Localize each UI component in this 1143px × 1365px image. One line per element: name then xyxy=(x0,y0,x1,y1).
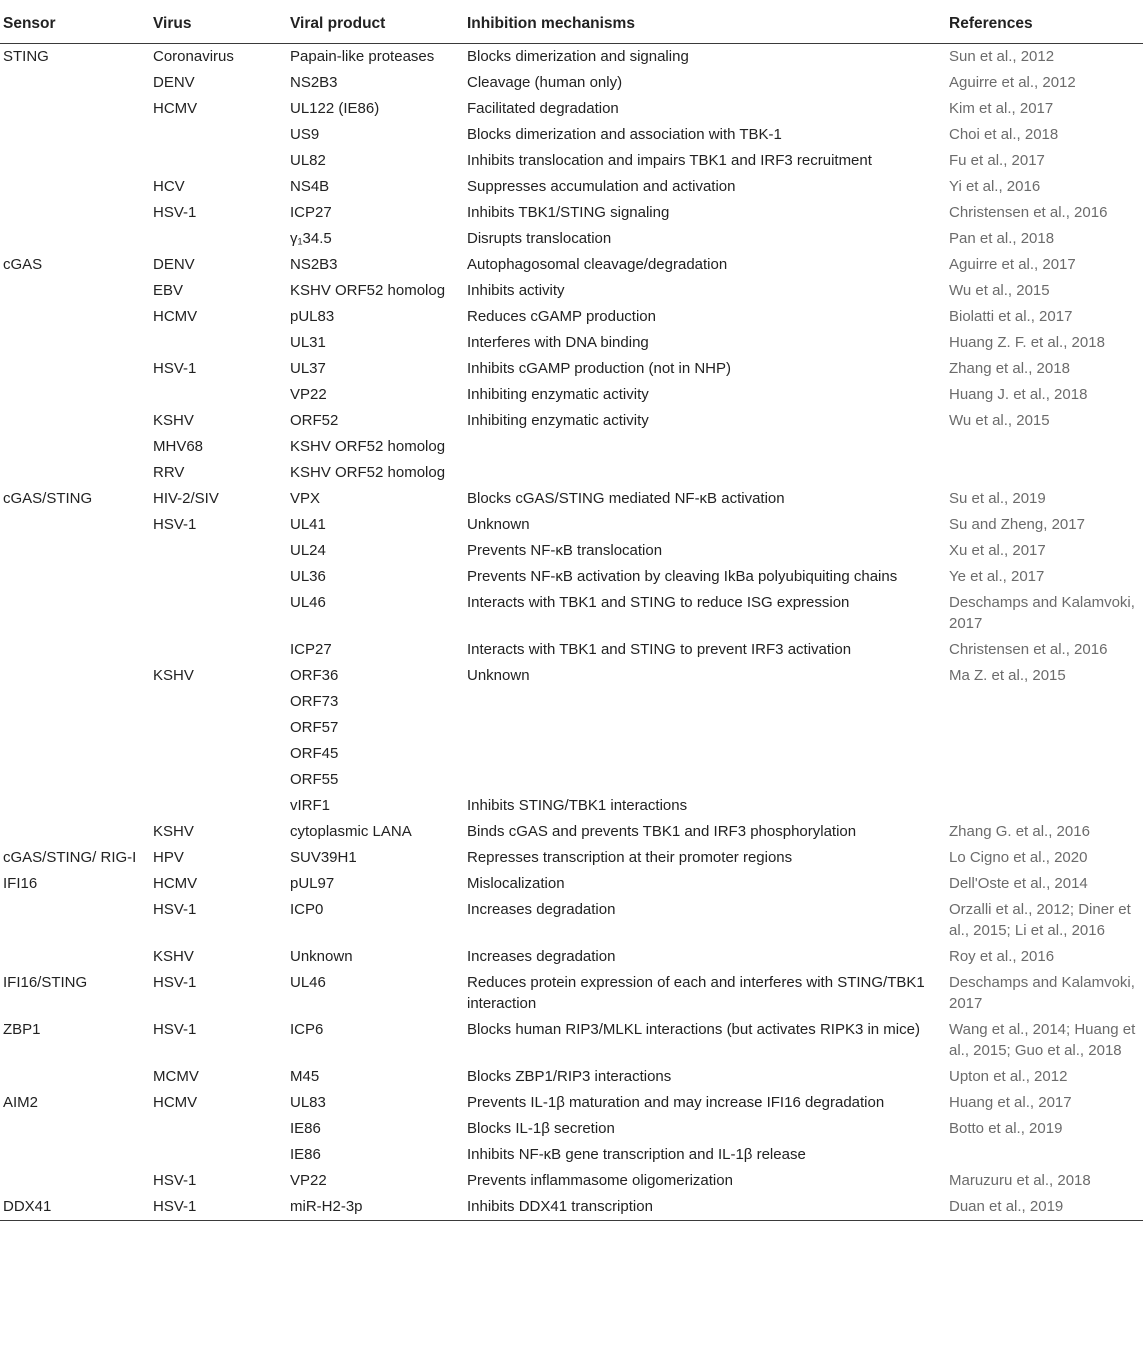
cell-reference: Ye et al., 2017 xyxy=(949,568,1045,585)
cell-reference: Huang J. et al., 2018 xyxy=(949,386,1088,403)
table-row xyxy=(0,845,1143,871)
cell-mechanism xyxy=(464,769,946,790)
cell-viral-product: UL122 (IE86) xyxy=(290,100,380,117)
cell-viral-product: NS4B xyxy=(290,178,330,195)
cell-viral-product: UL83 xyxy=(290,1094,326,1111)
cell-sensor: cGAS xyxy=(3,256,43,273)
table-row xyxy=(0,871,1143,897)
cell-sensor xyxy=(0,540,150,561)
cell-reference: Su and Zheng, 2017 xyxy=(949,516,1085,533)
cell-sensor xyxy=(0,717,150,738)
cell-virus: KSHV xyxy=(153,667,194,684)
cell-sensor: IFI16 xyxy=(3,875,38,892)
table-row xyxy=(0,96,1143,122)
cell-viral-product: ICP27 xyxy=(290,641,332,658)
table-row xyxy=(0,434,1143,460)
cell-viral-product: UL82 xyxy=(290,152,326,169)
cell-sensor xyxy=(0,358,150,379)
cell-mechanism: Reduces protein expression of each and interferes with STING/TBK1 interaction xyxy=(467,974,925,1012)
table-row xyxy=(0,44,1143,70)
table-row xyxy=(0,330,1143,356)
cell-viral-product: UL24 xyxy=(290,542,326,559)
cell-viral-product: ORF57 xyxy=(290,719,339,736)
cell-sensor xyxy=(0,1066,150,1087)
cell-viral-product: UL46 xyxy=(290,594,326,611)
cell-virus: HSV-1 xyxy=(153,974,197,991)
cell-sensor: DDX41 xyxy=(3,1198,52,1215)
cell-mechanism: Inhibits TBK1/STING signaling xyxy=(467,204,670,221)
cell-reference: Deschamps and Kalamvoki, 2017 xyxy=(949,594,1135,632)
cell-reference: Biolatti et al., 2017 xyxy=(949,308,1073,325)
cell-virus: MHV68 xyxy=(153,438,204,455)
cell-viral-product: ORF55 xyxy=(290,771,339,788)
cell-mechanism xyxy=(464,743,946,764)
cell-mechanism: Inhibits translocation and impairs TBK1 and IRF3 recruitment xyxy=(467,152,872,169)
cell-viral-product: ICP27 xyxy=(290,204,332,221)
cell-viral-product: ICP6 xyxy=(290,1021,324,1038)
cell-sensor: AIM2 xyxy=(3,1094,39,1111)
cell-mechanism: Inhibits STING/TBK1 interactions xyxy=(467,797,688,814)
cell-reference: Aguirre et al., 2017 xyxy=(949,256,1076,273)
cell-viral-product: M45 xyxy=(290,1068,320,1085)
cell-sensor xyxy=(0,899,150,941)
cell-sensor xyxy=(0,332,150,353)
cell-virus xyxy=(150,717,287,738)
cell-mechanism: Blocks human RIP3/MLKL interactions (but activates RIPK3 in mice) xyxy=(467,1021,920,1038)
cell-sensor xyxy=(0,743,150,764)
table-row xyxy=(0,486,1143,512)
cell-sensor xyxy=(0,592,150,634)
cell-sensor xyxy=(0,410,150,431)
cell-viral-product: ORF73 xyxy=(290,693,339,710)
cell-sensor xyxy=(0,1144,150,1165)
cell-mechanism xyxy=(464,462,946,483)
cell-virus: HCMV xyxy=(153,308,198,325)
table-row xyxy=(0,148,1143,174)
table-row xyxy=(0,1090,1143,1116)
table-row xyxy=(0,1194,1143,1220)
cell-viral-product: US9 xyxy=(290,126,320,143)
cell-sensor xyxy=(0,946,150,967)
cell-viral-product: Papain-like proteases xyxy=(290,48,435,65)
cell-reference: Duan et al., 2019 xyxy=(949,1198,1064,1215)
cell-reference: Aguirre et al., 2012 xyxy=(949,74,1076,91)
cell-viral-product: NS2B3 xyxy=(290,74,338,91)
cell-virus: Coronavirus xyxy=(153,48,234,65)
cell-mechanism: Unknown xyxy=(467,667,530,684)
cell-virus: HPV xyxy=(153,849,184,866)
cell-mechanism: Prevents NF-κB translocation xyxy=(467,542,663,559)
cell-virus: HCMV xyxy=(153,100,198,117)
cell-mechanism: Interferes with DNA binding xyxy=(467,334,649,351)
cell-mechanism: Blocks IL-1β secretion xyxy=(467,1120,615,1137)
cell-mechanism: Blocks dimerization and association with TBK-1 xyxy=(467,126,782,143)
cell-virus: EBV xyxy=(153,282,184,299)
cell-viral-product: pUL97 xyxy=(290,875,335,892)
cell-virus xyxy=(150,691,287,712)
cell-viral-product: ORF36 xyxy=(290,667,339,684)
table-row xyxy=(0,1168,1143,1194)
cell-mechanism: Inhibits cGAMP production (not in NHP) xyxy=(467,360,732,377)
cell-mechanism: Prevents inflammasome oligomerization xyxy=(467,1172,733,1189)
cell-virus xyxy=(150,1118,287,1139)
cell-mechanism: Reduces cGAMP production xyxy=(467,308,656,325)
cell-reference: Zhang et al., 2018 xyxy=(949,360,1070,377)
cell-viral-product: SUV39H1 xyxy=(290,849,357,866)
table-row xyxy=(0,1017,1143,1064)
cell-reference: Fu et al., 2017 xyxy=(949,152,1045,169)
cell-reference: Su et al., 2019 xyxy=(949,490,1046,507)
cell-reference: Dell'Oste et al., 2014 xyxy=(949,875,1088,892)
cell-reference: Lo Cigno et al., 2020 xyxy=(949,849,1088,866)
cell-reference: Yi et al., 2016 xyxy=(949,178,1041,195)
cell-virus xyxy=(150,639,287,660)
table-row xyxy=(0,1142,1143,1168)
cell-mechanism: Disrupts translocation xyxy=(467,230,612,247)
cell-virus: HSV-1 xyxy=(153,516,197,533)
cell-viral-product: pUL83 xyxy=(290,308,335,325)
table-row xyxy=(0,70,1143,96)
table-header xyxy=(0,0,1143,43)
cell-sensor xyxy=(0,436,150,457)
cell-sensor xyxy=(0,821,150,842)
header-sensor: Sensor xyxy=(3,15,56,32)
cell-mechanism: Binds cGAS and prevents TBK1 and IRF3 phosphorylation xyxy=(467,823,857,840)
cell-sensor xyxy=(0,202,150,223)
cell-sensor: ZBP1 xyxy=(3,1021,41,1038)
table-row xyxy=(0,226,1143,252)
header-viral-product: Viral product xyxy=(290,15,386,32)
cell-viral-product: IE86 xyxy=(290,1146,321,1163)
cell-reference: Ma Z. et al., 2015 xyxy=(949,667,1066,684)
cell-sensor xyxy=(0,566,150,587)
cell-reference xyxy=(946,717,1143,738)
table-row xyxy=(0,819,1143,845)
cell-virus xyxy=(150,795,287,816)
cell-virus: HSV-1 xyxy=(153,901,197,918)
cell-viral-product: IE86 xyxy=(290,1120,321,1137)
cell-sensor xyxy=(0,124,150,145)
cell-reference: Wu et al., 2015 xyxy=(949,412,1050,429)
cell-viral-product: KSHV ORF52 homolog xyxy=(290,464,446,481)
cell-reference xyxy=(946,795,1143,816)
cell-reference: Deschamps and Kalamvoki, 2017 xyxy=(949,974,1135,1012)
cell-mechanism: Unknown xyxy=(467,516,530,533)
cell-mechanism: Suppresses accumulation and activation xyxy=(467,178,736,195)
cell-mechanism: Represses transcription at their promoter regions xyxy=(467,849,793,866)
cell-reference: Maruzuru et al., 2018 xyxy=(949,1172,1091,1189)
cell-virus: HCMV xyxy=(153,875,198,892)
table-row xyxy=(0,1064,1143,1090)
cell-virus xyxy=(150,332,287,353)
cell-mechanism: Interacts with TBK1 and STING to prevent IRF3 activation xyxy=(467,641,852,658)
cell-mechanism: Inhibits DDX41 transcription xyxy=(467,1198,653,1215)
cell-viral-product: ORF45 xyxy=(290,745,339,762)
cell-mechanism: Inhibits activity xyxy=(467,282,565,299)
table-row xyxy=(0,970,1143,1017)
table-row xyxy=(0,174,1143,200)
table-row xyxy=(0,793,1143,819)
cell-reference xyxy=(946,462,1143,483)
cell-virus xyxy=(150,124,287,145)
cell-mechanism: Interacts with TBK1 and STING to reduce ISG expression xyxy=(467,594,850,611)
table-row xyxy=(0,715,1143,741)
cell-virus: HSV-1 xyxy=(153,204,197,221)
cell-virus: KSHV xyxy=(153,412,194,429)
cell-reference xyxy=(946,769,1143,790)
cell-mechanism: Facilitated degradation xyxy=(467,100,619,117)
cell-viral-product: NS2B3 xyxy=(290,256,338,273)
cell-viral-product: VP22 xyxy=(290,1172,327,1189)
cell-virus: KSHV xyxy=(153,948,194,965)
cell-sensor xyxy=(0,280,150,301)
table-row xyxy=(0,689,1143,715)
cell-sensor xyxy=(0,769,150,790)
cell-virus: MCMV xyxy=(153,1068,199,1085)
table-row xyxy=(0,356,1143,382)
cell-sensor xyxy=(0,639,150,660)
cell-viral-product: UL36 xyxy=(290,568,326,585)
cell-virus: HSV-1 xyxy=(153,1021,197,1038)
cell-virus xyxy=(150,540,287,561)
cell-sensor: cGAS/STING xyxy=(3,490,93,507)
cell-viral-product: VPX xyxy=(290,490,321,507)
table-row xyxy=(0,590,1143,637)
cell-sensor xyxy=(0,150,150,171)
cell-mechanism: Cleavage (human only) xyxy=(467,74,623,91)
cell-sensor xyxy=(0,795,150,816)
header-inhibition-mechanisms: Inhibition mechanisms xyxy=(467,15,635,32)
cell-mechanism: Increases degradation xyxy=(467,948,616,965)
cell-reference xyxy=(946,743,1143,764)
table-row xyxy=(0,1116,1143,1142)
cell-viral-product: VP22 xyxy=(290,386,327,403)
cell-virus xyxy=(150,566,287,587)
table-row xyxy=(0,538,1143,564)
cell-virus xyxy=(150,1144,287,1165)
cell-sensor xyxy=(0,98,150,119)
cell-viral-product: UL37 xyxy=(290,360,326,377)
table-row xyxy=(0,564,1143,590)
table-row xyxy=(0,767,1143,793)
cell-reference: Christensen et al., 2016 xyxy=(949,641,1108,658)
cell-reference: Botto et al., 2019 xyxy=(949,1120,1063,1137)
cell-virus: HCV xyxy=(153,178,185,195)
cell-viral-product: Unknown xyxy=(290,948,353,965)
cell-reference: Wu et al., 2015 xyxy=(949,282,1050,299)
cell-reference: Roy et al., 2016 xyxy=(949,948,1055,965)
cell-viral-product: UL41 xyxy=(290,516,326,533)
table-row xyxy=(0,637,1143,663)
cell-mechanism: Inhibits NF-κB gene transcription and IL-1β release xyxy=(467,1146,806,1163)
cell-viral-product: ICP0 xyxy=(290,901,324,918)
cell-reference: Huang et al., 2017 xyxy=(949,1094,1072,1111)
cell-sensor xyxy=(0,176,150,197)
cell-sensor xyxy=(0,1170,150,1191)
cell-sensor xyxy=(0,1118,150,1139)
table-row xyxy=(0,252,1143,278)
bottom-rule xyxy=(0,1220,1143,1221)
cell-sensor xyxy=(0,462,150,483)
cell-virus: HCMV xyxy=(153,1094,198,1111)
cell-sensor: IFI16/STING xyxy=(3,974,88,991)
cell-reference: Kim et al., 2017 xyxy=(949,100,1054,117)
cell-virus: KSHV xyxy=(153,823,194,840)
cell-virus xyxy=(150,384,287,405)
table-row xyxy=(0,278,1143,304)
cell-reference xyxy=(946,436,1143,457)
cell-virus: HSV-1 xyxy=(153,360,197,377)
cell-mechanism: Inhibiting enzymatic activity xyxy=(467,412,649,429)
cell-sensor xyxy=(0,384,150,405)
cell-reference xyxy=(946,1144,1143,1165)
cell-mechanism xyxy=(464,436,946,457)
table-body xyxy=(0,44,1143,1220)
cell-virus: HSV-1 xyxy=(153,1198,197,1215)
cell-viral-product: ORF52 xyxy=(290,412,339,429)
cell-virus xyxy=(150,592,287,634)
cell-mechanism: Increases degradation xyxy=(467,901,616,918)
cell-sensor: STING xyxy=(3,48,49,65)
cell-virus: HIV-2/SIV xyxy=(153,490,219,507)
cell-virus xyxy=(150,769,287,790)
cell-virus xyxy=(150,743,287,764)
cell-reference: Pan et al., 2018 xyxy=(949,230,1055,247)
cell-sensor xyxy=(0,514,150,535)
cell-viral-product: KSHV ORF52 homolog xyxy=(290,438,446,455)
table-row xyxy=(0,663,1143,689)
cell-viral-product: miR-H2-3p xyxy=(290,1198,363,1215)
table-row xyxy=(0,944,1143,970)
table-row xyxy=(0,741,1143,767)
cell-reference: Sun et al., 2012 xyxy=(949,48,1055,65)
cell-viral-product: UL46 xyxy=(290,974,326,991)
header-references: References xyxy=(949,15,1033,32)
cell-reference: Upton et al., 2012 xyxy=(949,1068,1068,1085)
cell-mechanism: Prevents NF-κB activation by cleaving IkBa polyubiquiting chains xyxy=(467,568,898,585)
cell-reference: Orzalli et al., 2012; Diner et al., 2015; Li et al., 2016 xyxy=(949,901,1131,939)
cell-reference: Xu et al., 2017 xyxy=(949,542,1046,559)
cell-reference xyxy=(946,691,1143,712)
cell-virus xyxy=(150,150,287,171)
cell-sensor xyxy=(0,665,150,686)
table-row xyxy=(0,460,1143,486)
cell-viral-product: KSHV ORF52 homolog xyxy=(290,282,446,299)
cell-virus: HSV-1 xyxy=(153,1172,197,1189)
cell-virus: RRV xyxy=(153,464,185,481)
cell-mechanism xyxy=(464,691,946,712)
cell-reference: Huang Z. F. et al., 2018 xyxy=(949,334,1105,351)
cell-sensor xyxy=(0,72,150,93)
cell-mechanism: Blocks dimerization and signaling xyxy=(467,48,689,65)
cell-sensor xyxy=(0,228,150,249)
header-virus: Virus xyxy=(153,15,192,32)
cell-mechanism xyxy=(464,717,946,738)
cell-mechanism: Prevents IL-1β maturation and may increase IFI16 degradation xyxy=(467,1094,885,1111)
table-row xyxy=(0,304,1143,330)
cell-reference: Wang et al., 2014; Huang et al., 2015; Guo et al., 2018 xyxy=(949,1021,1136,1059)
table-row xyxy=(0,897,1143,944)
cell-reference: Choi et al., 2018 xyxy=(949,126,1059,143)
cell-virus: DENV xyxy=(153,256,195,273)
cell-viral-product: UL31 xyxy=(290,334,326,351)
cell-mechanism: Inhibiting enzymatic activity xyxy=(467,386,649,403)
cell-mechanism: Autophagosomal cleavage/degradation xyxy=(467,256,728,273)
table-row xyxy=(0,382,1143,408)
cell-virus: DENV xyxy=(153,74,195,91)
cell-mechanism: Mislocalization xyxy=(467,875,565,892)
cell-reference: Christensen et al., 2016 xyxy=(949,204,1108,221)
cell-sensor: cGAS/STING/ RIG-I xyxy=(3,849,137,866)
cell-viral-product: γ₁34.5 xyxy=(290,230,332,247)
cell-sensor xyxy=(0,306,150,327)
table-row xyxy=(0,512,1143,538)
table-row xyxy=(0,122,1143,148)
cell-mechanism: Blocks cGAS/STING mediated NF-κB activation xyxy=(467,490,785,507)
table-row xyxy=(0,408,1143,434)
cell-viral-product: vIRF1 xyxy=(290,797,331,814)
cell-virus xyxy=(150,228,287,249)
cell-sensor xyxy=(0,691,150,712)
table-row xyxy=(0,200,1143,226)
cell-reference: Zhang G. et al., 2016 xyxy=(949,823,1090,840)
cell-mechanism: Blocks ZBP1/RIP3 interactions xyxy=(467,1068,672,1085)
cell-viral-product: cytoplasmic LANA xyxy=(290,823,412,840)
